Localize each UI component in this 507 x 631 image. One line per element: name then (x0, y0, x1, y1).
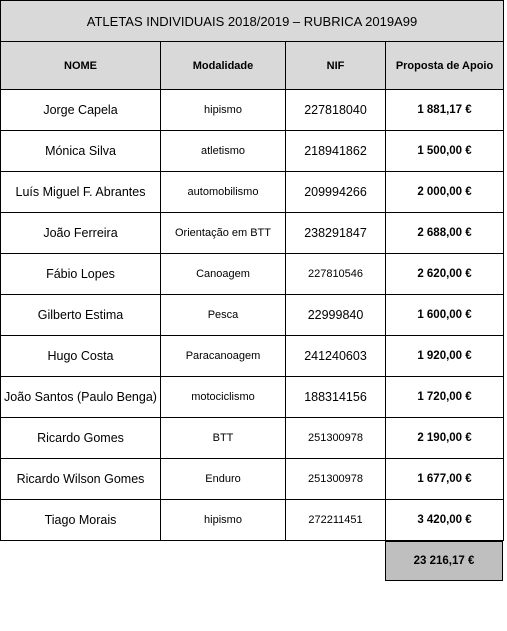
table-row (1, 254, 504, 295)
table-row (1, 459, 504, 500)
cell-nome: Ricardo Gomes (1, 418, 161, 459)
cell-modalidade: motociclismo (161, 377, 286, 418)
cell-nif: 272211451 (286, 500, 386, 541)
title-row (1, 1, 504, 42)
cell-nome: João Ferreira (1, 213, 161, 254)
cell-nome: Hugo Costa (1, 336, 161, 377)
cell-proposta: 1 500,00 € (386, 131, 504, 172)
cell-nif: 22999840 (286, 295, 386, 336)
header-proposta: Proposta de Apoio (386, 42, 504, 90)
cell-proposta: 1 881,17 € (386, 90, 504, 131)
table-row (1, 336, 504, 377)
table-row (1, 213, 504, 254)
cell-proposta: 2 688,00 € (386, 213, 504, 254)
cell-nif: 188314156 (286, 377, 386, 418)
cell-nif: 238291847 (286, 213, 386, 254)
cell-modalidade: atletismo (161, 131, 286, 172)
cell-nome: João Santos (Paulo Benga) (1, 377, 161, 418)
cell-nif: 251300978 (286, 459, 386, 500)
cell-proposta: 1 677,00 € (386, 459, 504, 500)
cell-nif: 241240603 (286, 336, 386, 377)
table-row (1, 418, 504, 459)
table-row (1, 172, 504, 213)
cell-nif: 251300978 (286, 418, 386, 459)
cell-modalidade: BTT (161, 418, 286, 459)
cell-proposta: 1 920,00 € (386, 336, 504, 377)
cell-nome: Mónica Silva (1, 131, 161, 172)
table-title: ATLETAS INDIVIDUAIS 2018/2019 – RUBRICA 2019A99 (1, 1, 504, 42)
cell-modalidade: Orientação em BTT (161, 213, 286, 254)
cell-modalidade: hipismo (161, 500, 286, 541)
cell-modalidade: Canoagem (161, 254, 286, 295)
header-modalidade: Modalidade (161, 42, 286, 90)
cell-nif: 218941862 (286, 131, 386, 172)
table-row (1, 377, 504, 418)
cell-nome: Tiago Morais (1, 500, 161, 541)
cell-proposta: 3 420,00 € (386, 500, 504, 541)
cell-proposta: 1 720,00 € (386, 377, 504, 418)
table-row (1, 90, 504, 131)
cell-proposta: 2 190,00 € (386, 418, 504, 459)
cell-nif: 209994266 (286, 172, 386, 213)
cell-proposta: 1 600,00 € (386, 295, 504, 336)
cell-modalidade: Paracanoagem (161, 336, 286, 377)
cell-nome: Jorge Capela (1, 90, 161, 131)
header-nif: NIF (286, 42, 386, 90)
cell-modalidade: hipismo (161, 90, 286, 131)
header-row (1, 42, 504, 90)
table-row (1, 500, 504, 541)
cell-nif: 227818040 (286, 90, 386, 131)
cell-modalidade: Pesca (161, 295, 286, 336)
cell-nome: Fábio Lopes (1, 254, 161, 295)
cell-nome: Luís Miguel F. Abrantes (1, 172, 161, 213)
cell-nome: Ricardo Wilson Gomes (1, 459, 161, 500)
cell-nif: 227810546 (286, 254, 386, 295)
table-row (1, 131, 504, 172)
table-row (1, 295, 504, 336)
cell-proposta: 2 620,00 € (386, 254, 504, 295)
cell-proposta: 2 000,00 € (386, 172, 504, 213)
cell-modalidade: Enduro (161, 459, 286, 500)
header-nome: NOME (1, 42, 161, 90)
cell-modalidade: automobilismo (161, 172, 286, 213)
cell-nome: Gilberto Estima (1, 295, 161, 336)
total-cell: 23 216,17 € (385, 541, 503, 581)
